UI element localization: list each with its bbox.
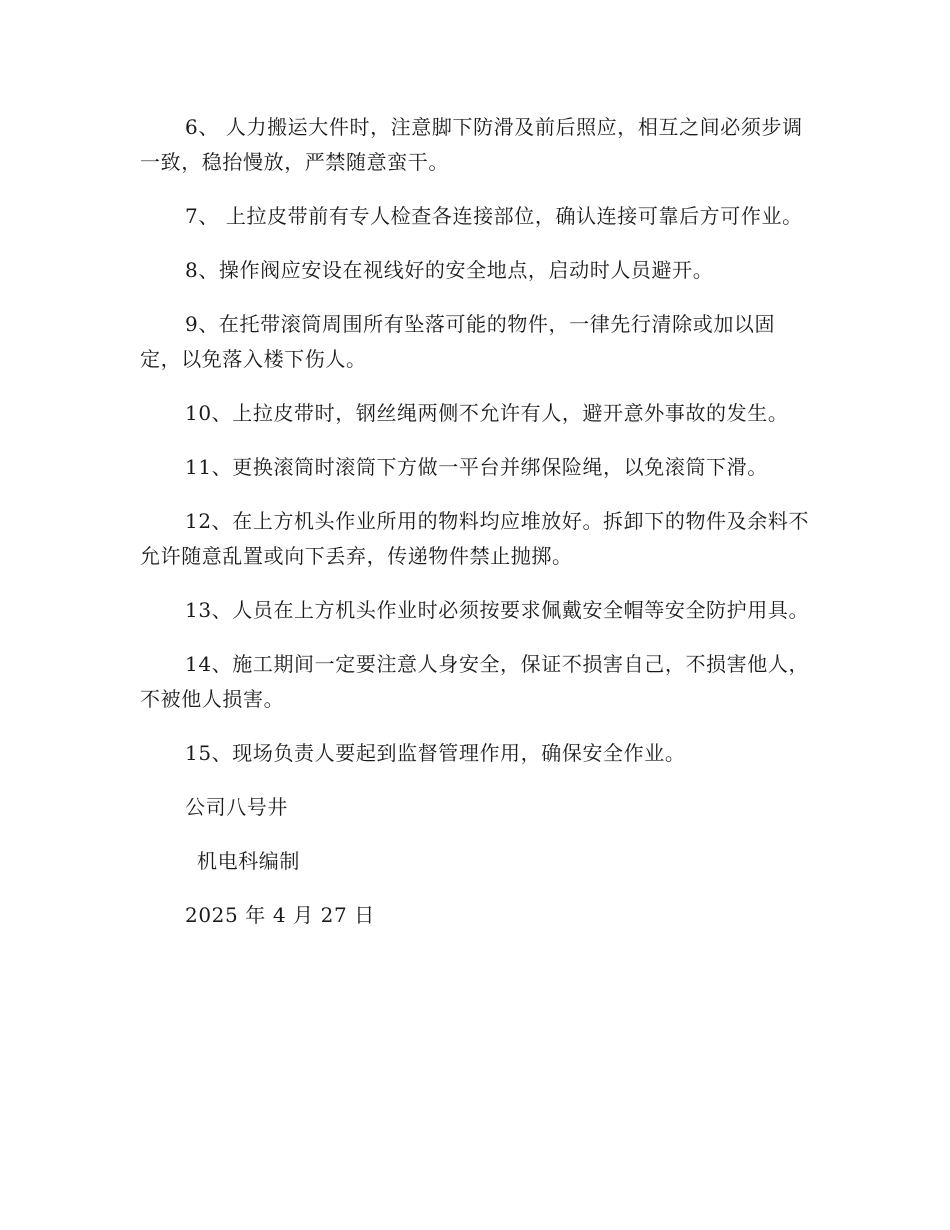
safety-item-15: 15、现场负责人要起到监督管理作用，确保安全作业。: [185, 741, 686, 765]
safety-item-12: 12、在上方机头作业所用的物料均应堆放好。拆卸下的物件及余料不允许随意乱置或向下丢弃，传递物件禁止抛掷。: [140, 509, 810, 568]
safety-item-9: 9、在托带滚筒周围所有坠落可能的物件，一律先行清除或加以固定，以免落入楼下伤人。: [140, 312, 776, 371]
safety-item-7: 7、 上拉皮带前有专人检查各连接部位，确认连接可靠后方可作业。: [185, 204, 803, 228]
safety-item-13: 13、人员在上方机头作业时必须按要求佩戴安全帽等安全防护用具。: [185, 598, 810, 622]
document-body: [140, 110, 810, 952]
safety-item-6: 6、 人力搬运大件时，注意脚下防滑及前后照应，相互之间必须步调一致，稳抬慢放，严禁随意蛮干。: [140, 115, 803, 174]
safety-item-10: 10、上拉皮带时，钢丝绳两侧不允许有人，避开意外事故的发生。: [185, 401, 789, 425]
signature-department: 机电科编制: [197, 849, 300, 873]
safety-item-14: 14、施工期间一定要注意人身安全，保证不损害自己，不损害他人，不被他人损害。: [140, 652, 810, 711]
signature-date: 2025 年 4 月 27 日: [185, 903, 375, 927]
safety-item-8: 8、操作阀应安设在视线好的安全地点，启动时人员避开。: [185, 258, 714, 282]
signature-company: 公司八号井: [185, 795, 288, 819]
safety-item-11: 11、更换滚筒时滚筒下方做一平台并绑保险绳，以免滚筒下滑。: [185, 455, 768, 479]
